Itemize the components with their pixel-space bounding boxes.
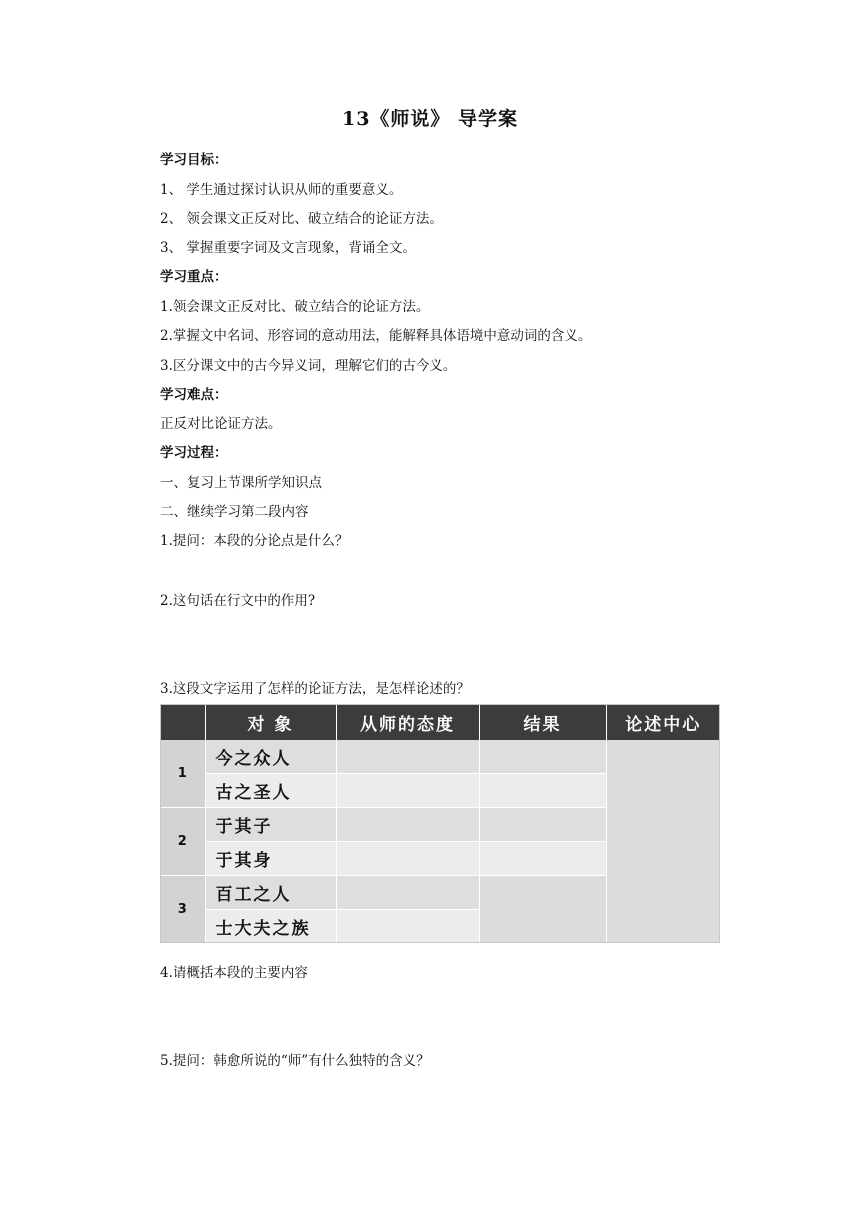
goal-item: 2、 领会课文正反对比、破立结合的论证方法。	[160, 211, 443, 227]
key-point: 2.掌握文中名词、形容词的意动用法，能解释具体语境中意动词的含义。	[160, 328, 592, 344]
goal-item: 3、 掌握重要字词及文言现象，背诵全文。	[160, 240, 416, 256]
header-cell-result: 结果	[479, 704, 606, 740]
goal-item: 1、 学生通过探讨认识从师的重要意义。	[160, 182, 403, 198]
attitude-cell[interactable]	[336, 876, 479, 910]
key-point: 3.区分课文中的古今异义词，理解它们的古今义。	[160, 358, 457, 374]
question-5: 5.提问：韩愈所说的“师”有什么独特的含义？	[160, 1053, 430, 1069]
question-4: 4.请概括本段的主要内容	[160, 965, 308, 981]
result-cell[interactable]	[479, 808, 606, 842]
attitude-cell[interactable]	[336, 808, 479, 842]
object-cell: 今之众人	[205, 740, 336, 774]
process-step: 二、继续学习第二段内容	[160, 504, 309, 520]
question-1: 1.提问：本段的分论点是什么？	[160, 533, 349, 549]
object-cell: 百工之人	[205, 876, 336, 910]
question-2: 2.这句话在行文中的作用?	[160, 593, 316, 609]
header-cell-center: 论述中心	[606, 704, 720, 740]
header-cell-attitude: 从师的态度	[336, 704, 479, 740]
group-number: 2	[160, 808, 205, 876]
key-heading: 学习重点：	[160, 269, 228, 285]
attitude-cell[interactable]	[336, 910, 479, 944]
difficulty-text: 正反对比论证方法。	[160, 416, 282, 432]
result-cell[interactable]	[479, 774, 606, 808]
result-cell[interactable]	[479, 740, 606, 774]
header-cell-object: 对 象	[205, 704, 336, 740]
process-step: 一、复习上节课所学知识点	[160, 475, 322, 491]
attitude-cell[interactable]	[336, 842, 479, 876]
page-title: 13《师说》 导学案	[341, 108, 519, 130]
goals-heading: 学习目标：	[160, 152, 228, 168]
attitude-cell[interactable]	[336, 774, 479, 808]
header-cell-index	[160, 704, 205, 740]
attitude-cell[interactable]	[336, 740, 479, 774]
object-cell: 古之圣人	[205, 774, 336, 808]
result-cell[interactable]	[479, 842, 606, 876]
center-cell[interactable]	[606, 740, 720, 944]
question-3: 3.这段文字运用了怎样的论证方法，是怎样论述的？	[160, 681, 470, 697]
table-row	[160, 740, 720, 774]
result-cell[interactable]	[479, 876, 606, 944]
object-cell: 士大夫之族	[205, 910, 336, 944]
difficulty-heading: 学习难点：	[160, 387, 228, 403]
group-number: 3	[160, 876, 205, 944]
argument-table	[160, 704, 721, 944]
group-number: 1	[160, 740, 205, 808]
process-heading: 学习过程：	[160, 445, 228, 461]
key-point: 1.领会课文正反对比、破立结合的论证方法。	[160, 299, 430, 315]
object-cell: 于其身	[205, 842, 336, 876]
table-header-row	[160, 704, 720, 740]
object-cell: 于其子	[205, 808, 336, 842]
